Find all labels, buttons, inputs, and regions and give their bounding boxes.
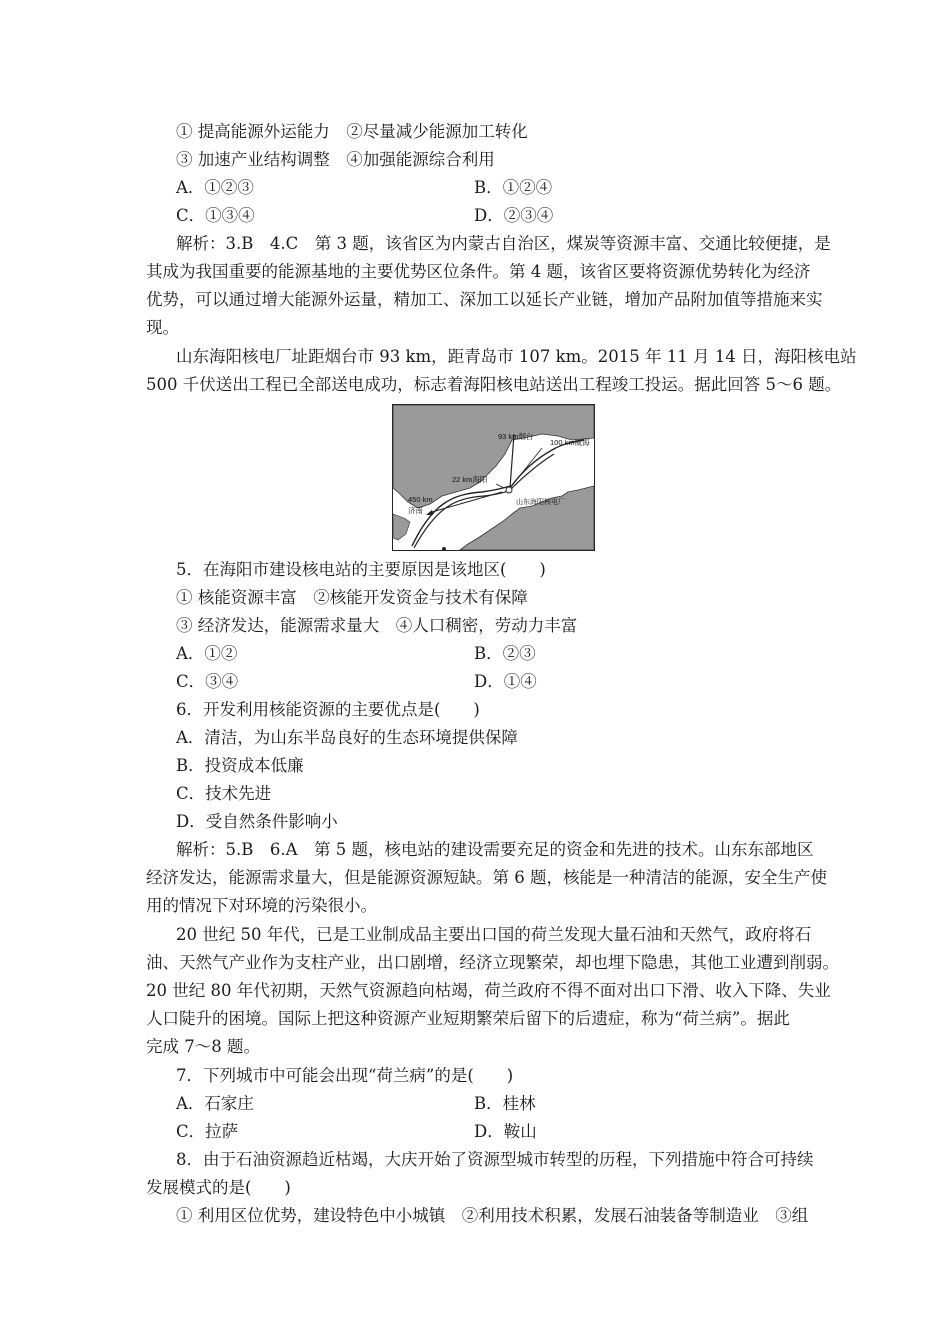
q6-stem: 6．开发利用核能资源的主要优点是( ) [176,700,480,719]
q6-choice-d: D．受自然条件影响小 [176,812,338,831]
q5-option-line-1: ① 核能资源丰富 ②核能开发资金与技术有保障 [176,588,528,607]
intro-7-8-line: 完成 7～8 题。 [146,1037,260,1056]
analysis-5-6-line: 经济发达，能源需求量大，但是能源资源短缺。第 6 题，核能是一种清洁的能源，安全生产使 [146,868,827,887]
intro-5-6-line: 山东海阳核电厂址距烟台市 93 km，距青岛市 107 km。2015 年 11 月 14 日，海阳核电站 [176,347,857,366]
q4-option-line-2: ③ 加速产业结构调整 ④加强能源综合利用 [176,150,495,169]
analysis-5-6-line: 解析：5.B 6.A 第 5 题，核电站的建设需要充足的资金和先进的技术。山东东部地区 [176,840,814,859]
q8-option-line-1: ① 利用区位优势，建设特色中小城镇 ②利用技术积累，发展石油装备等制造业 ③组 [176,1206,809,1225]
q4-choice-d: D．②③④ [474,206,554,225]
q8-stem-line-2: 发展模式的是( ) [146,1178,291,1197]
plant-marker [506,487,512,493]
q8-stem-line-1: 8．由于石油资源趋近枯竭，大庆开始了资源型城市转型的历程，下列措施中符合可持续 [176,1150,814,1169]
label-jinan: 济南 [408,506,423,515]
analysis-3-4-line: 其成为我国重要的能源基地的主要优势区位条件。第 4 题，该省区要将资源优势转化为经济 [146,262,811,281]
intro-7-8-line: 20 世纪 50 年代，已是工业制成品主要出口国的荷兰发现大量石油和天然气，政府将石 [176,925,812,944]
label-jinan-distance: 450 km [408,495,433,504]
q5-choice-d: D．①④ [474,672,537,691]
haiyang-map-figure [392,404,595,551]
analysis-3-4-line: 解析：3.B 4.C 第 3 题，该省区为内蒙古自治区，煤炭等资源丰富、交通比较便捷，是 [176,234,831,253]
q5-option-line-2: ③ 经济发达，能源需求量大 ④人口稠密，劳动力丰富 [176,616,578,635]
q5-choice-b: B．②③ [474,644,536,663]
q4-choice-a: A．①②③ [176,178,254,197]
intro-7-8-line: 油、天然气产业作为支柱产业，出口剧增，经济立现繁荣，却也埋下隐患，其他工业遭到削弱。 [146,953,839,972]
label-haiyang: 22 km海阳 [452,475,488,484]
q4-option-line-1: ① 提高能源外运能力 ②尽量减少能源加工转化 [176,122,528,141]
q6-choice-b: B．投资成本低廉 [176,756,304,775]
q7-choice-c: C．拉萨 [176,1122,239,1141]
intro-5-6-line: 500 千伏送出工程已全部送电成功，标志着海阳核电站送出工程竣工投运。据此回答 5～6 题。 [146,375,842,394]
q6-choice-c: C．技术先进 [176,784,272,803]
q7-stem: 7．下列城市中可能会出现“荷兰病”的是( ) [176,1066,514,1085]
analysis-3-4-line: 现。 [146,318,179,337]
q5-stem: 5．在海阳市建设核电站的主要原因是该地区( ) [176,560,546,579]
intro-7-8-line: 20 世纪 80 年代初期，天然气资源趋向枯竭，荷兰政府不得不面对出口下滑、收入下降、失业 [146,981,831,1000]
q4-choice-b: B．①②④ [474,178,553,197]
label-weihai: 100 km威海 [550,438,590,447]
label-nuclear-plant: 山东海阳核电厂 [516,499,565,506]
intro-7-8-line: 人口陡升的困境。国际上把这种资源产业短期繁荣后留下的后遗症，称为“荷兰病”。据此 [146,1009,790,1028]
q5-choice-a: A．①② [176,644,238,663]
analysis-3-4-line: 优势，可以通过增大能源外运量，精加工、深加工以延长产业链，增加产品附加值等措施来实 [146,290,823,309]
label-yantai: 93 km烟台 [498,432,534,441]
q7-choice-a: A．石家庄 [176,1094,254,1113]
q4-choice-c: C．①③④ [176,206,255,225]
q6-choice-a: A．清洁，为山东半岛良好的生态环境提供保障 [176,728,518,747]
qingdao-marker [442,547,446,551]
q5-choice-c: C．③④ [176,672,239,691]
q7-choice-d: D．鞍山 [474,1122,537,1141]
q7-choice-b: B．桂林 [474,1094,536,1113]
analysis-5-6-line: 用的情况下对环境的污染很小。 [146,896,377,915]
